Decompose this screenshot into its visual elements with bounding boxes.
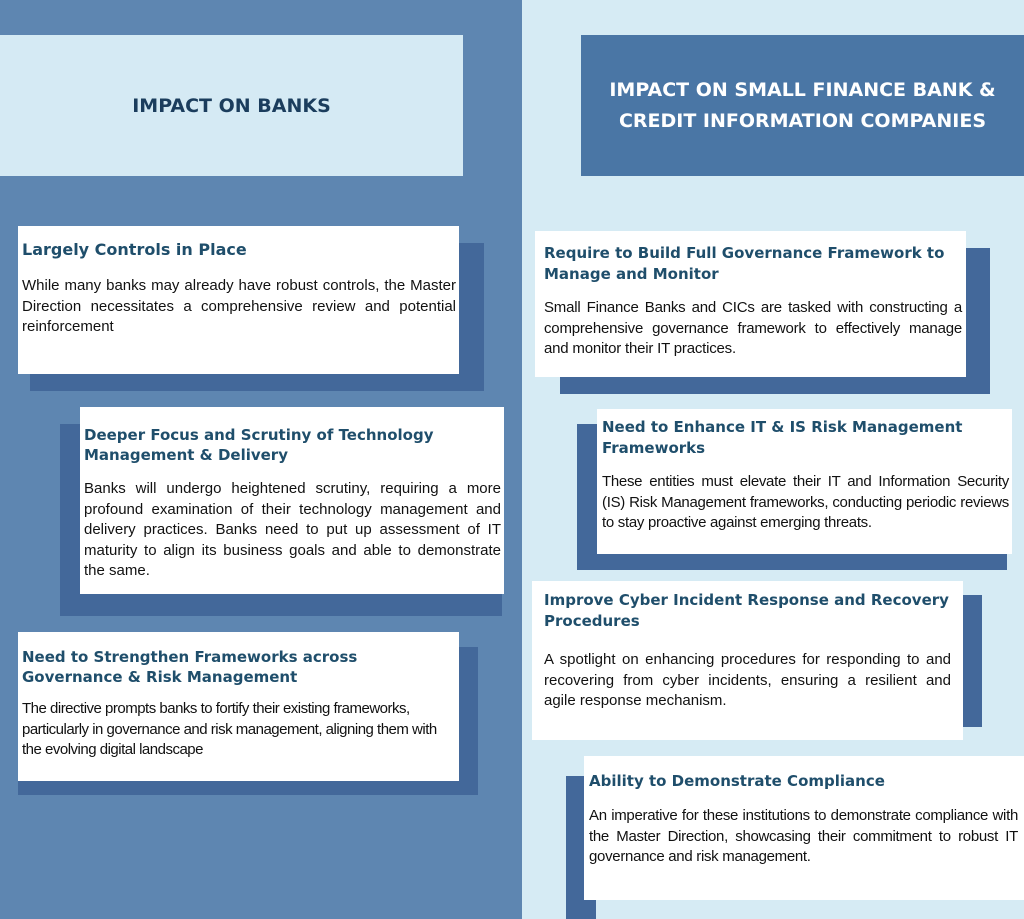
card-title: Largely Controls in Place [22, 240, 247, 259]
card-strengthen-frameworks [18, 632, 459, 781]
card-text: These entities must elevate their IT and Information Security (IS) Risk Management frameworks, conducting periodic reviews to stay proactive against emerging threats. [602, 473, 1009, 531]
card-governance-framework [535, 231, 966, 377]
card-text: Banks will undergo heightened scrutiny, requiring a more profound examination of their technology management and delivery practices. Banks need to put up assessment of IT maturity to align its business goals and able to demonstrate the same. [84, 480, 501, 579]
card-text: An imperative for these institutions to demonstrate compliance with the Master Direction, showcasing their commitment to robust IT governance and risk management. [589, 807, 1018, 865]
sfb-cic-heading-line1: IMPACT ON SMALL FINANCE BANK & [609, 78, 996, 101]
card-largely-controls [18, 226, 459, 374]
card-title: Deeper Focus and Scrutiny of Technology Management & Delivery [84, 426, 434, 464]
card-text: A spotlight on enhancing procedures for responding to and recovering from cyber incidents, ensuring a resilient and agile response mechanism. [544, 651, 951, 709]
sfb-cic-heading-line2: CREDIT INFORMATION COMPANIES [618, 109, 987, 132]
sfb-cic-heading-panel [581, 35, 1024, 176]
card-deeper-focus [80, 407, 504, 594]
card-cyber-incident [532, 581, 963, 740]
card-enhance-risk-management [597, 409, 1012, 554]
card-text: While many banks may already have robust controls, the Master Direction necessitates a comprehensive review and potential reinforcement [22, 277, 456, 335]
card-title: Ability to Demonstrate Compliance [589, 772, 885, 790]
card-title: Need to Enhance IT & IS Risk Management Frameworks [602, 418, 963, 457]
banks-heading: IMPACT ON BANKS [132, 94, 331, 117]
card-demonstrate-compliance [584, 756, 1024, 900]
card-title: Need to Strengthen Frameworks across Governance & Risk Management [22, 648, 358, 686]
card-text: Small Finance Banks and CICs are tasked with constructing a comprehensive governance framework to effectively manage and monitor their IT practices. [544, 299, 962, 357]
banks-heading-panel [0, 35, 463, 176]
card-title: Improve Cyber Incident Response and Recovery Procedures [544, 591, 949, 630]
card-title: Require to Build Full Governance Framework to Manage and Monitor [544, 244, 945, 283]
card-text: The directive prompts banks to fortify their existing frameworks, particularly in governance and risk management, aligning them with the evolving digital landscape [22, 700, 437, 758]
